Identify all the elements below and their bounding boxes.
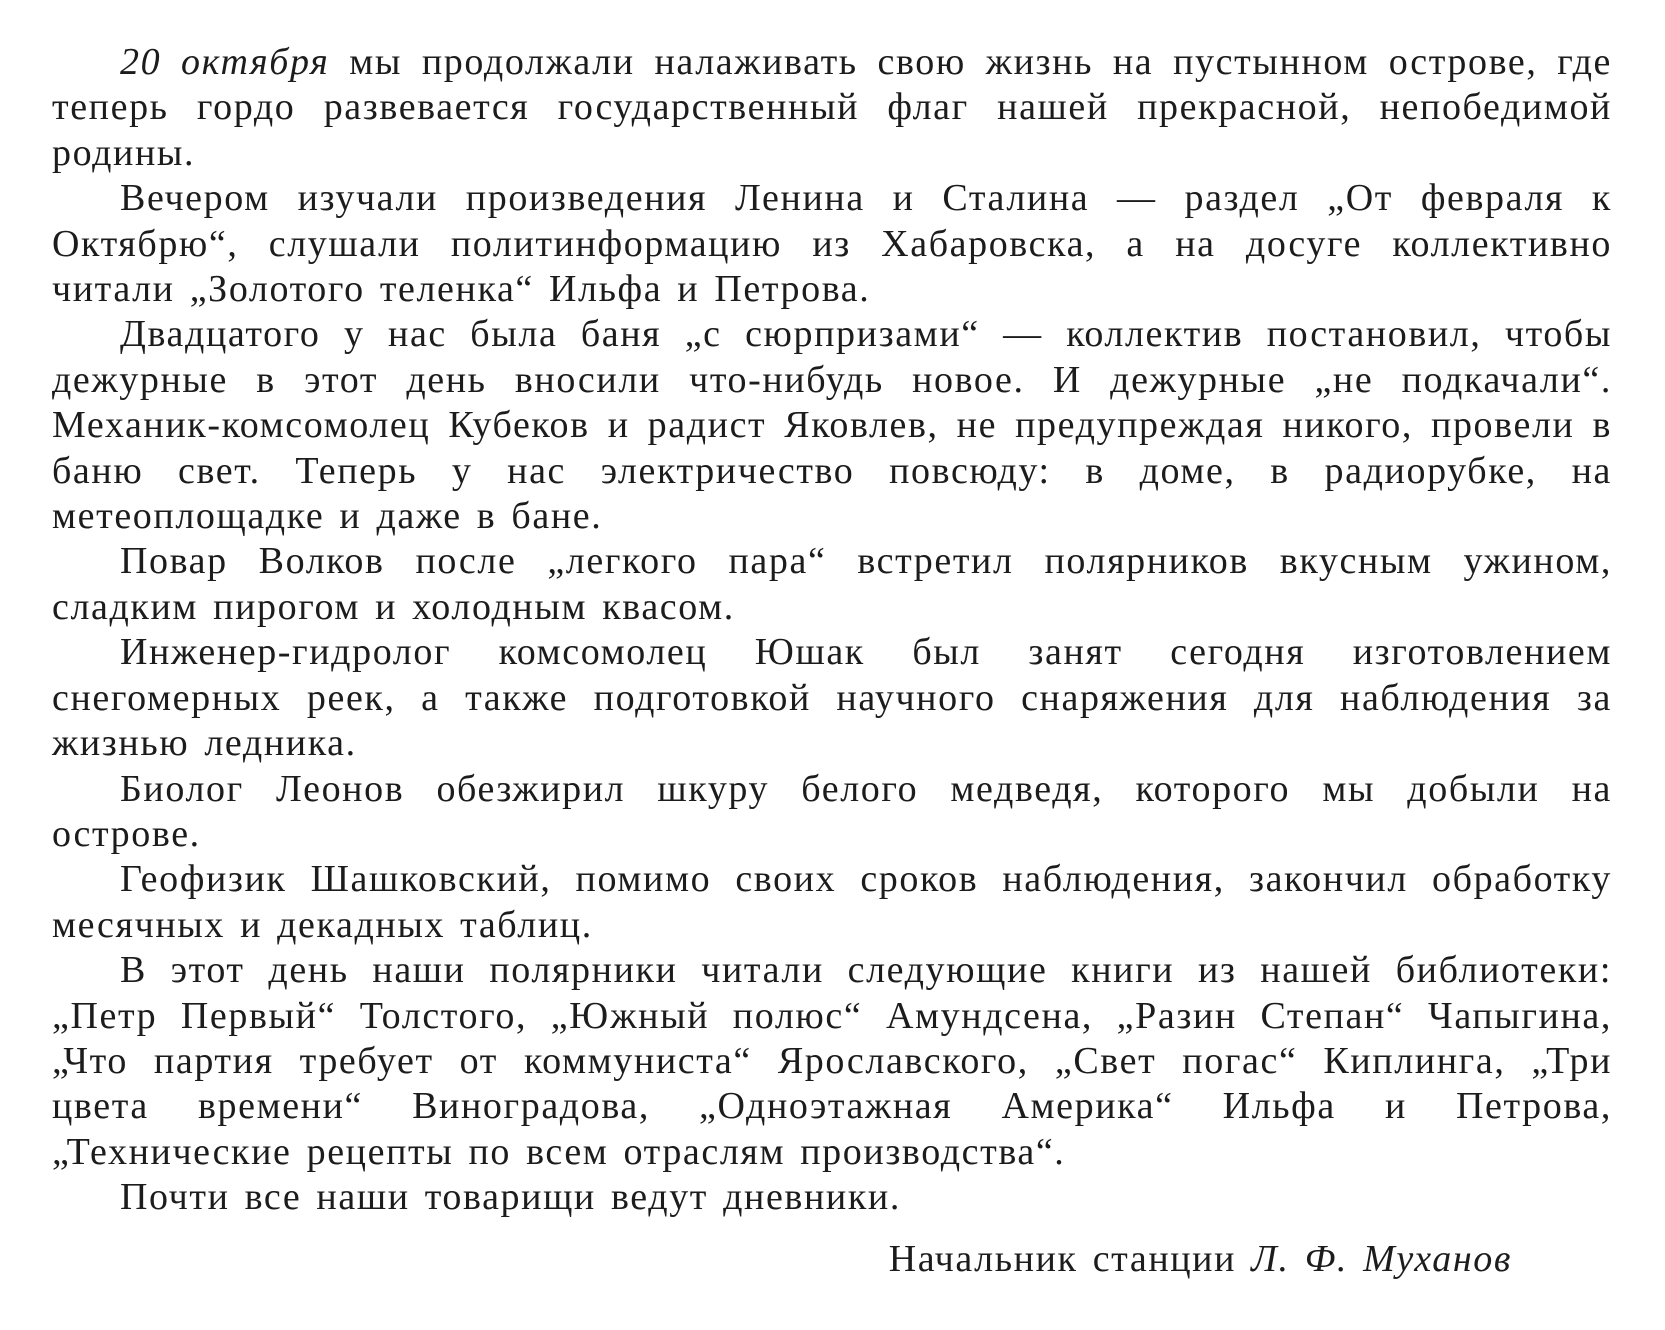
paragraph-date-entry: [52, 40, 1612, 176]
paragraph-library-books: В этот день наши полярники читали следующие книги из нашей библиотеки: „Петр Первый“ Толстого, „Южный полюс“ Амундсена, „Разин Степан“ Чапыгина, „Что партия требует от коммуниста“ Ярославского, „Свет погас“ Киплинга, „Три цвета времени“ Виноградова, „Одноэтажная Америка“ Ильфа и Петрова, „Технические рецепты по всем отраслям производства“.: [52, 949, 1612, 1173]
entry-date: 20 октября: [120, 41, 330, 83]
paragraph-biologist: Биолог Леонов обезжирил шкуру белого медведя, которого мы добыли на острове.: [52, 767, 1612, 855]
signature: [52, 1237, 1612, 1282]
signature-title: Начальник станции: [888, 1237, 1252, 1280]
paragraph-evening-studies: Вечером изучали произведения Ленина и Сталина — раздел „От февраля к Октябрю“, слушали политинформацию из Хабаровска, а на досуге коллективно читали „Золотого теленка“ Ильфа и Петрова.: [52, 177, 1612, 311]
paragraph-geophysicist: Геофизик Шашковский, помимо своих сроков наблюдения, закончил обработку месячных и декадных таблиц.: [52, 858, 1612, 946]
paragraph-diaries: Почти все наши товарищи ведут дневники.: [120, 1176, 901, 1219]
document-page: [52, 40, 1612, 1282]
paragraph-cook-dinner: Повар Волков после „легкого пара“ встретил полярников вкусным ужином, сладким пирогом и холодным квасом.: [52, 540, 1612, 628]
signature-name: Л. Ф. Муханов: [1251, 1237, 1512, 1280]
paragraph-hydrologist: Инженер-гидролог комсомолец Юшак был занят сегодня изготовлением снегомерных реек, а также подготовкой научного снаряжения для наблюдения за жизнью ледника.: [52, 631, 1612, 765]
paragraph-bath-day: Двадцатого у нас была баня „с сюрпризами“ — коллектив постановил, чтобы дежурные в этот день вносили что-нибудь новое. И дежурные „не подкачали“. Механик-комсомолец Кубеков и радист Яковлев, не предупреждая никого, провели в баню свет. Теперь у нас электричество повсюду: в доме, в радиорубке, на метеоплощадке и даже в бане.: [52, 313, 1612, 538]
paragraph-text: мы продолжали налаживать свою жизнь на пустынном острове, где теперь гордо развевается государственный флаг нашей прекрасной, непобедимой родины.: [52, 41, 1613, 174]
